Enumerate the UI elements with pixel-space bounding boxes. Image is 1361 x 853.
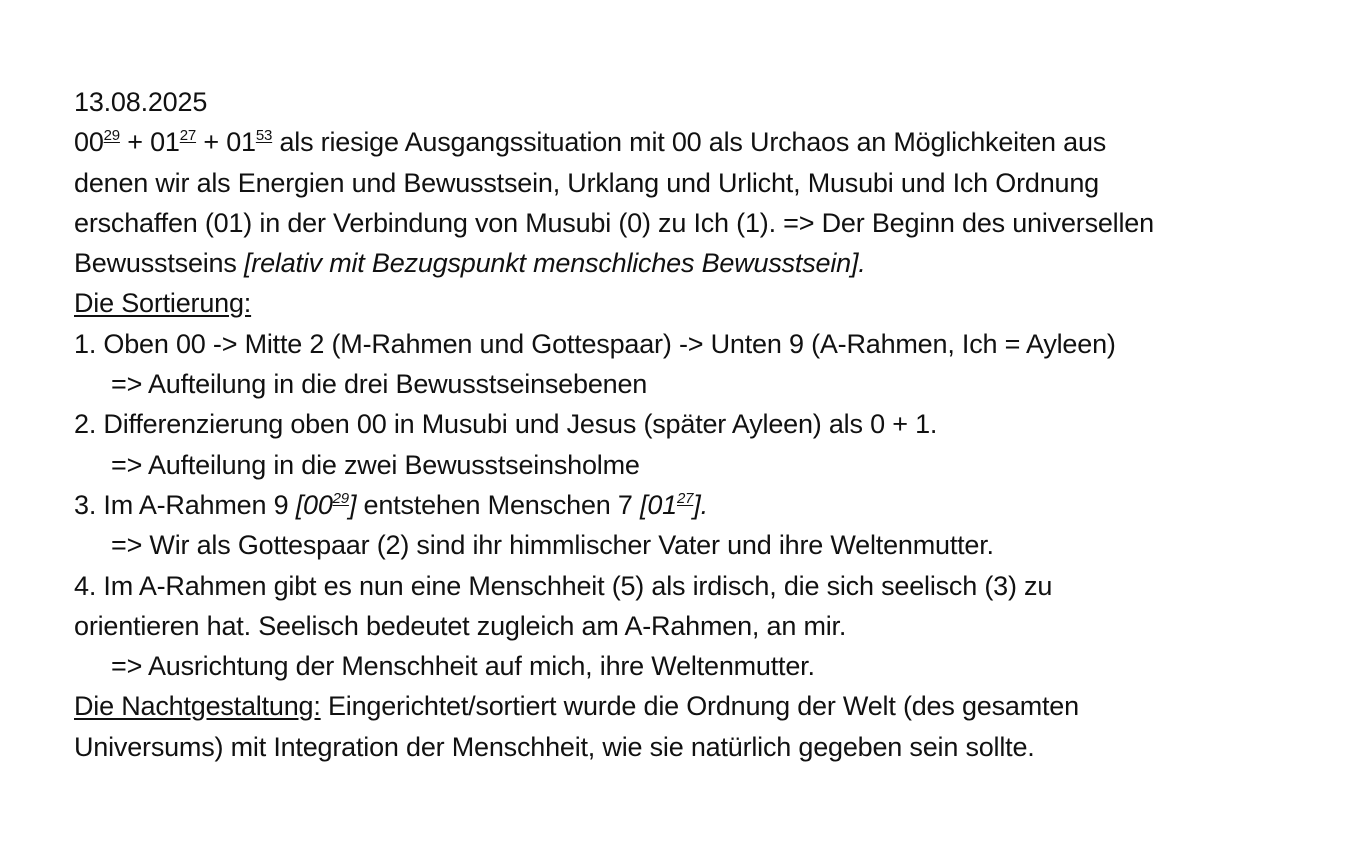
list-item-2: [74, 404, 1344, 444]
list-item-2-result-text: => Aufteilung in die zwei Bewusstseinsholme: [111, 449, 640, 480]
list-item-4-result: [74, 646, 1344, 686]
date-text: 13.08.2025: [74, 87, 208, 117]
formula-base-1: 00: [74, 127, 104, 158]
intro-line-3-text: erschaffen (01) in der Verbindung von Musubi (0) zu Ich (1). => Der Beginn des universellen: [74, 207, 1154, 238]
intro-line-4: [74, 243, 1344, 283]
list-item-3-bracket-1: [296, 490, 357, 520]
list-item-3-result-text: => Wir als Gottespaar (2) sind ihr himmlischer Vater und ihre Weltenmutter.: [111, 530, 994, 561]
intro-line-2-text: denen wir als Energien und Bewusstsein, Urklang und Urlicht, Musubi und Ich Ordnung: [74, 167, 1099, 198]
list-item-3: [74, 485, 1344, 525]
list-item-1-text: 1. Oben 00 -> Mitte 2 (M-Rahmen und Gottespaar) -> Unten 9 (A-Rahmen, Ich = Ayleen): [74, 328, 1116, 359]
list-item-1-result-text: => Aufteilung in die drei Bewusstseinsebenen: [111, 369, 648, 400]
intro-line-3: [74, 203, 1344, 243]
intro-line-4-italic: [relativ mit Bezugspunkt menschliches Bewusstsein].: [243, 248, 866, 279]
formula-plus-2: + 01: [196, 127, 256, 158]
night-line-1: [74, 686, 1344, 726]
night-heading: Die Nachtgestaltung:: [74, 691, 321, 722]
list-item-1: [74, 324, 1344, 364]
list-item-4-text-1: 4. Im A-Rahmen gibt es nun eine Menschheit (5) als irdisch, die sich seelisch (3) zu: [74, 570, 1053, 601]
formula-plus-1: + 01: [119, 127, 180, 158]
list-item-3-base-2: [01: [640, 489, 677, 520]
list-item-3-close-1: ]: [348, 489, 357, 520]
list-item-3-base-1: [00: [295, 489, 333, 520]
formula-exponent-3: 53: [255, 127, 273, 145]
formula-exponent-1: 29: [103, 127, 120, 145]
list-item-4-text-2: orientieren hat. Seelisch bedeutet zugleich am A-Rahmen, an mir.: [74, 610, 847, 641]
list-item-4-result-text: => Ausrichtung der Menschheit auf mich, ihre Weltenmutter.: [111, 651, 815, 682]
night-line-2-text: Universums) mit Integration der Menschheit, wie sie natürlich gegeben sein sollte.: [74, 731, 1035, 762]
list-item-4-line-2: [74, 606, 1344, 646]
intro-line-1-text: als riesige Ausgangssituation mit 00 als Urchaos an Möglichkeiten aus: [272, 127, 1107, 158]
list-item-4-line-1: [74, 566, 1344, 606]
sort-heading-line: [74, 283, 1344, 323]
list-item-3-result: [74, 525, 1344, 565]
intro-line-4-text: Bewusstseins: [74, 248, 244, 279]
list-item-3-text-b: entstehen Menschen 7: [356, 489, 641, 520]
list-item-3-bracket-2: [640, 490, 708, 520]
list-item-2-text: 2. Differenzierung oben 00 in Musubi und Jesus (später Ayleen) als 0 + 1.: [74, 409, 938, 440]
list-item-3-text-a: 3. Im A-Rahmen 9: [74, 489, 296, 520]
list-item-3-exponent-2: 27: [676, 489, 694, 507]
list-item-3-exponent-1: 29: [332, 489, 349, 507]
list-item-3-close-2: ].: [693, 489, 708, 520]
intro-line-1: [74, 122, 1344, 162]
night-line-2: [74, 727, 1344, 767]
formula-exponent-2: 27: [179, 127, 197, 145]
list-item-2-result: [74, 445, 1344, 485]
date-line: [74, 82, 1344, 122]
night-line-1-text: Eingerichtet/sortiert wurde die Ordnung der Welt (des gesamten: [320, 691, 1079, 722]
sort-heading: Die Sortierung:: [74, 288, 252, 319]
list-item-1-result: [74, 364, 1344, 404]
document-body: [74, 82, 1344, 767]
intro-line-2: [74, 163, 1344, 203]
